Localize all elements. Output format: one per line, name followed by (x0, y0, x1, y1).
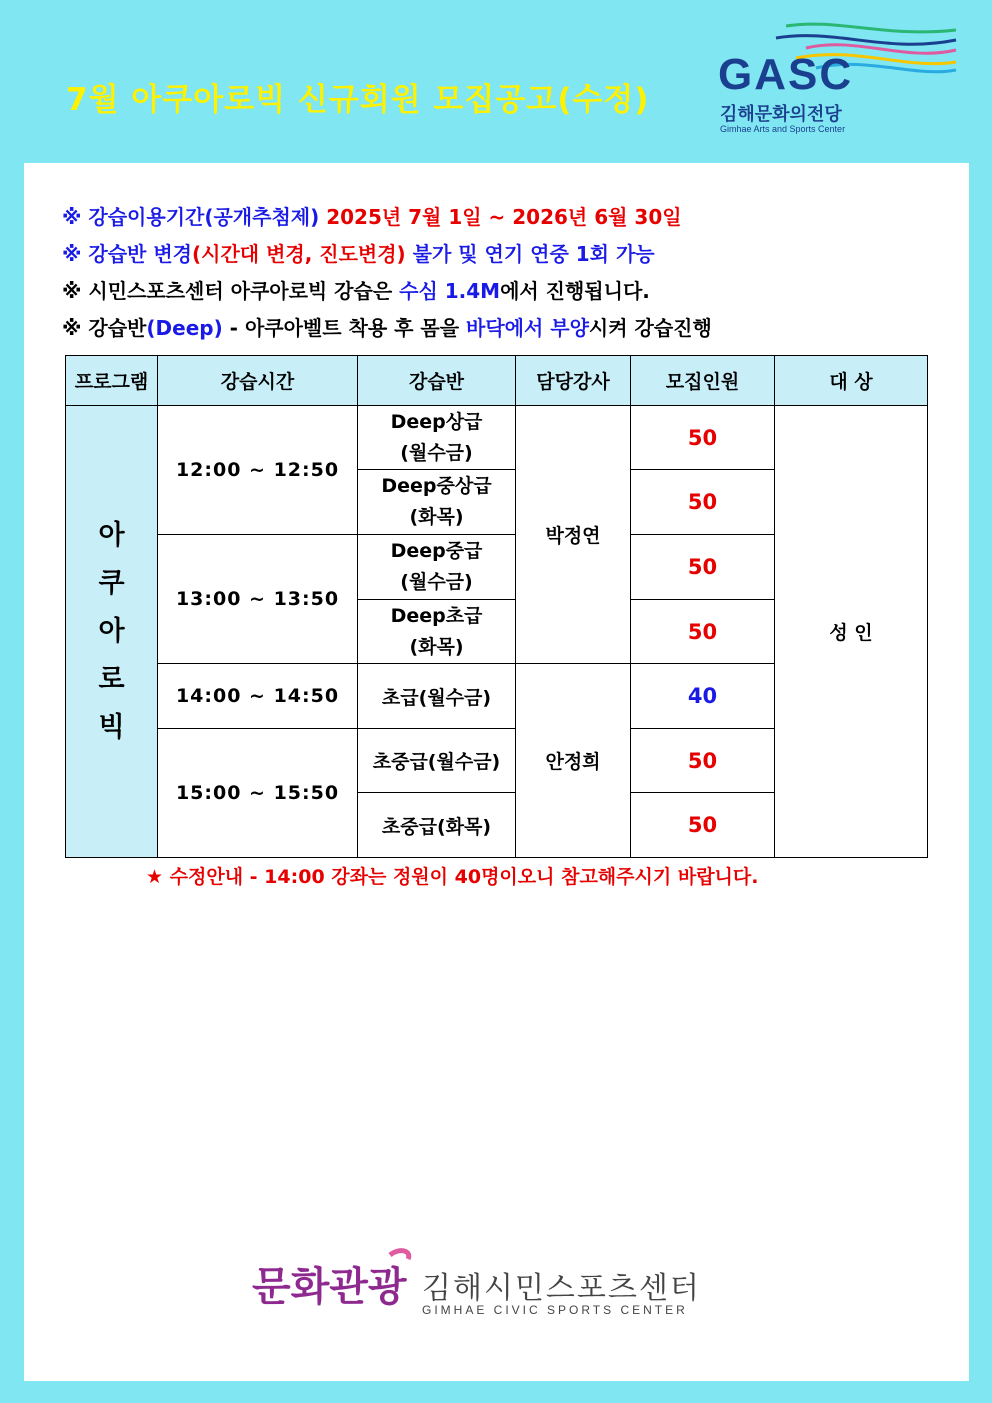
header-capacity: 모집인원 (631, 356, 775, 406)
class-cell: 초중급(화목) (358, 793, 516, 858)
note-text: (시간대 변경, 진도변경) (192, 242, 406, 266)
program-char: 아 (98, 519, 125, 551)
program-char: 빅 (98, 711, 125, 743)
capacity-cell: 50 (631, 793, 775, 858)
program-char: 로 (98, 663, 125, 695)
time-cell: 13:00 ~ 13:50 (158, 535, 358, 664)
time-cell: 12:00 ~ 12:50 (158, 406, 358, 535)
note-text: 바닥에서 부양 (466, 316, 589, 340)
instructor-cell: 안정희 (516, 664, 631, 858)
note-period (62, 203, 712, 240)
class-name: Deep중급 (390, 540, 483, 562)
class-cell (358, 470, 516, 535)
program-char: 쿠 (98, 567, 125, 599)
note-mark: ※ (62, 279, 82, 303)
header-instructor: 담당강사 (516, 356, 631, 406)
culture-tourism-logo-text: 문화관광 (252, 1264, 407, 1310)
footer-center-name: 김해시민스포츠센터 (422, 1271, 701, 1306)
capacity-cell: 50 (631, 406, 775, 470)
header-time: 강습시간 (158, 356, 358, 406)
class-name: Deep중상급 (381, 475, 492, 497)
class-cell: 초급(월수금) (358, 664, 516, 729)
logo-english-name: Gimhae Arts and Sports Center (720, 124, 846, 134)
note-text: 불가 및 연기 연중 1회 가능 (405, 242, 655, 266)
class-name: Deep상급 (390, 410, 483, 433)
note-mark: ※ (62, 316, 82, 340)
footer-logo (250, 1245, 770, 1325)
note-text: 에서 진행됩니다. (500, 279, 650, 303)
note-mark: ※ (62, 205, 82, 229)
content-panel (24, 163, 969, 1381)
class-days: (월수금) (400, 441, 473, 464)
class-days: (화목) (409, 635, 464, 658)
capacity-cell: 40 (631, 664, 775, 729)
note-deep (62, 314, 712, 351)
note-text: 2025년 7월 1일 ~ 2026년 6월 30일 (319, 205, 682, 229)
page-title: 7월 아쿠아로빅 신규회원 모집공고(수정) (66, 82, 650, 118)
class-cell: 초중급(월수금) (358, 729, 516, 793)
culture-tourism-logo (250, 1245, 415, 1325)
notes-list (62, 203, 712, 351)
table-row (66, 406, 928, 470)
capacity-cell: 50 (631, 600, 775, 664)
revision-notice: ★ 수정안내 - 14:00 강좌는 정원이 40명이오니 참고해주시기 바랍니다. (146, 866, 759, 888)
note-text: 수심 1.4M (399, 279, 501, 303)
logo-wordmark: GASC (718, 50, 854, 99)
program-cell (66, 406, 158, 858)
class-name: Deep초급 (390, 604, 483, 627)
note-depth (62, 277, 712, 314)
note-change (62, 240, 712, 277)
capacity-cell: 50 (631, 729, 775, 793)
capacity-cell: 50 (631, 535, 775, 600)
note-text: (Deep) (146, 316, 223, 340)
capacity-cell: 50 (631, 470, 775, 535)
note-text: 강습반 변경 (88, 242, 192, 266)
note-text: 강습이용기간(공개추첨제) (88, 205, 320, 229)
header-program: 프로그램 (66, 356, 158, 406)
time-cell: 15:00 ~ 15:50 (158, 729, 358, 858)
program-char: 아 (98, 615, 125, 647)
class-cell (358, 406, 516, 470)
header-class: 강습반 (358, 356, 516, 406)
note-text: 시켜 강습진행 (588, 316, 712, 340)
header-target: 대 상 (775, 356, 928, 406)
table-header-row (66, 356, 928, 406)
note-text: 강습반 (88, 316, 147, 340)
note-mark: ※ (62, 242, 82, 266)
logo-korean-name: 김해문화의전당 (720, 104, 842, 125)
instructor-cell: 박정연 (516, 406, 631, 664)
class-cell (358, 600, 516, 664)
class-cell (358, 535, 516, 600)
gasc-logo (716, 18, 961, 140)
schedule-table (65, 355, 928, 858)
target-cell: 성 인 (775, 406, 928, 858)
note-text: - 아쿠아벨트 착용 후 몸을 (222, 316, 466, 340)
time-cell: 14:00 ~ 14:50 (158, 664, 358, 729)
note-text: 시민스포츠센터 아쿠아로빅 강습은 (88, 279, 400, 303)
footer-center-english: GIMHAE CIVIC SPORTS CENTER (422, 1303, 688, 1317)
class-days: (월수금) (400, 571, 473, 593)
class-days: (화목) (409, 506, 464, 528)
